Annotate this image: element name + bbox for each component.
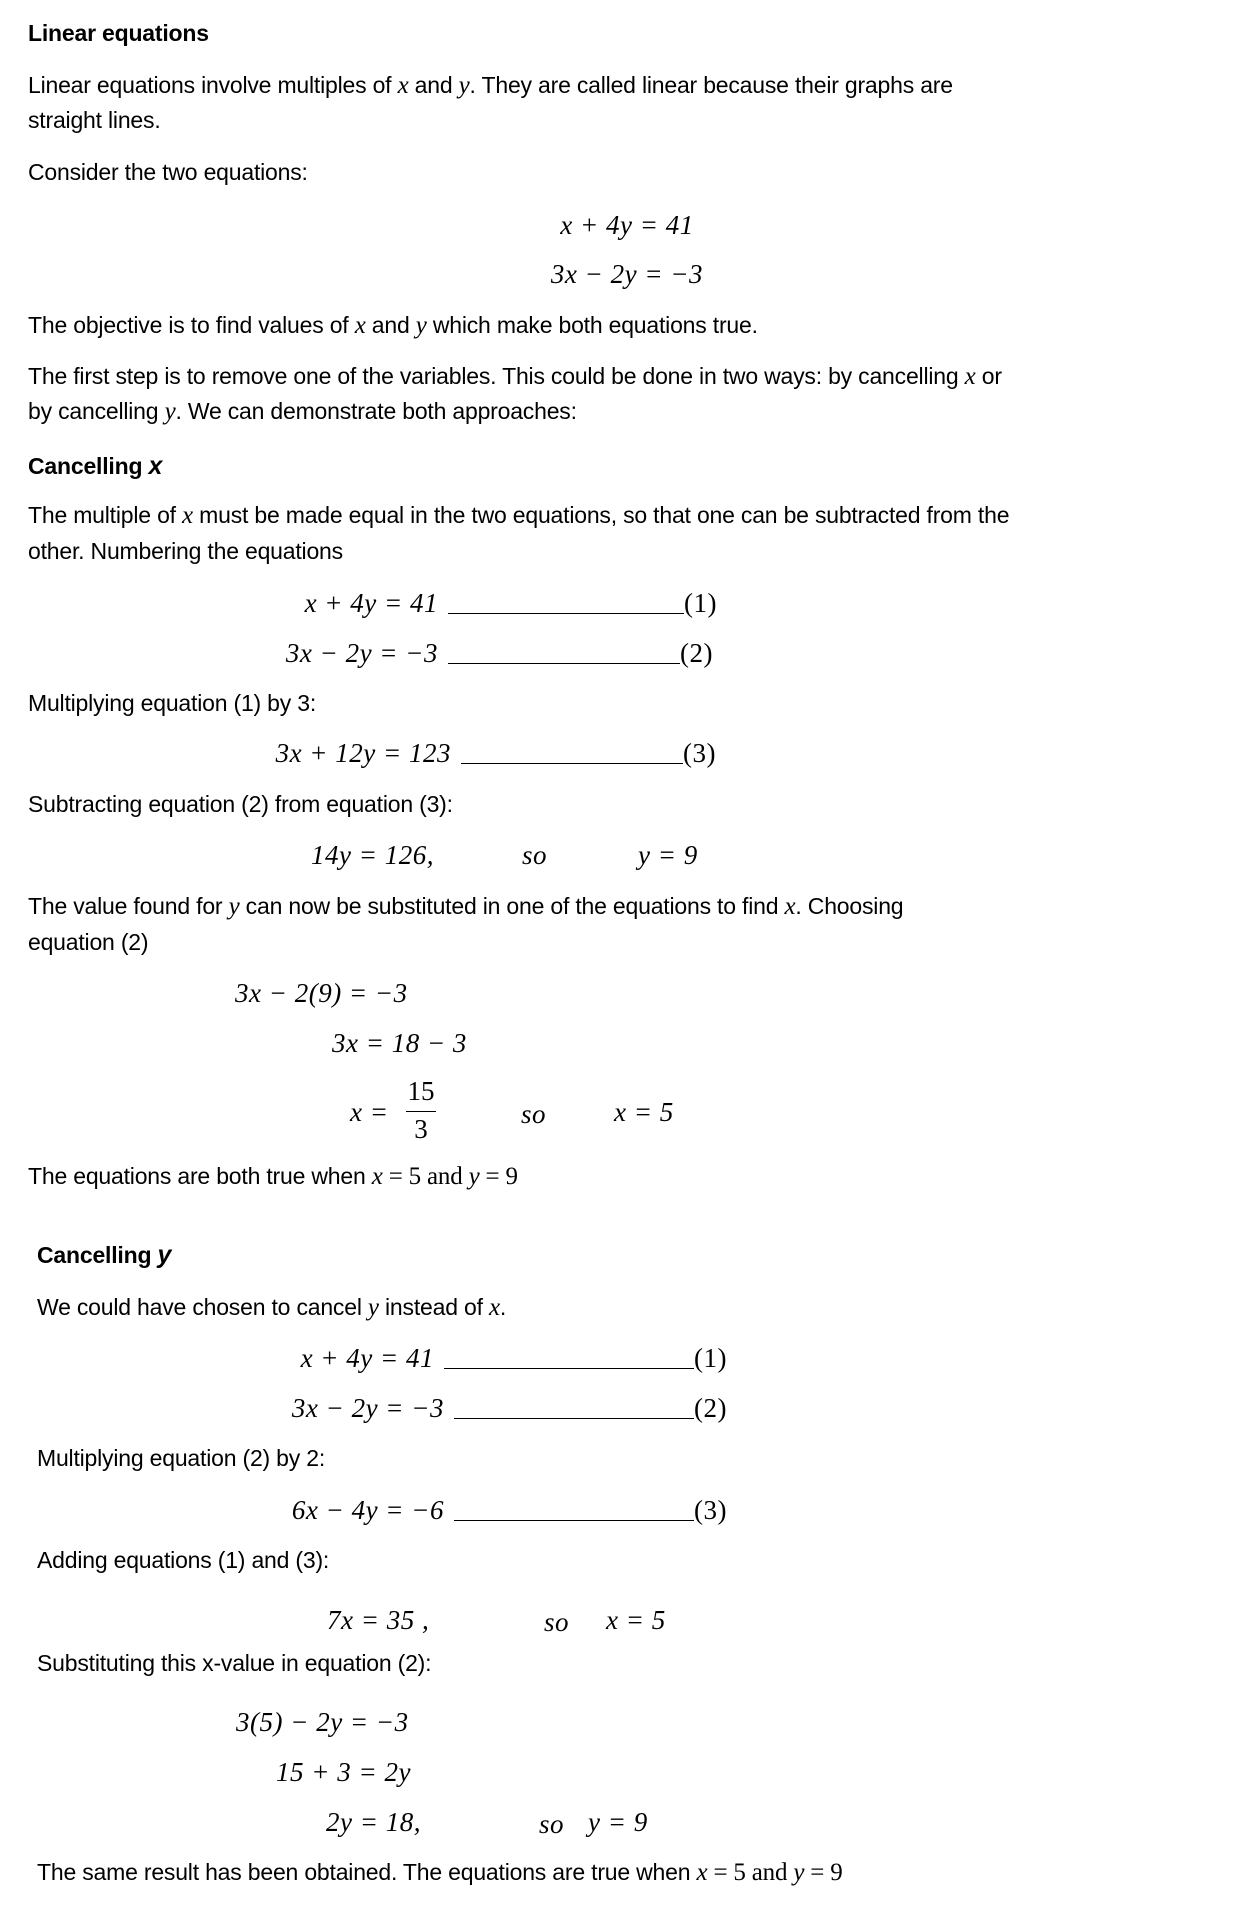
variable-x: x bbox=[182, 502, 193, 529]
equation-text: 3x − 2y = −3 bbox=[550, 259, 704, 289]
equation-text: 3x + 12y = 123 bbox=[275, 738, 451, 768]
variable-x: x bbox=[397, 72, 409, 99]
equation-text: x = bbox=[350, 1097, 389, 1127]
system-equation-2 bbox=[0, 257, 1244, 291]
consider-text bbox=[28, 157, 308, 187]
variable-x: x bbox=[488, 1294, 500, 1321]
text: straight lines. bbox=[28, 107, 161, 133]
variable-y: y bbox=[793, 1859, 805, 1886]
result-y-lhs bbox=[311, 838, 434, 872]
system-equation-1 bbox=[0, 208, 1244, 242]
text: The first step is to remove one of the variables. This could be done in two ways: by cancelling bbox=[28, 363, 965, 389]
text: Linear equations involve multiples of bbox=[28, 72, 398, 98]
text: can now be substituted in one of the equations to find bbox=[239, 893, 785, 919]
equation-label: (1) bbox=[694, 1343, 727, 1373]
text: The equations are both true when bbox=[28, 1163, 372, 1189]
equation-label: (2) bbox=[694, 1393, 727, 1423]
variable-x: x bbox=[354, 312, 366, 339]
text: instead of bbox=[378, 1294, 489, 1320]
variable-y: y bbox=[415, 312, 427, 339]
text: The multiple of bbox=[28, 502, 183, 528]
cancel-x-intro-line-1 bbox=[28, 500, 1009, 530]
equation-text: 15 + 3 = 2y bbox=[276, 1757, 411, 1787]
step-subtract bbox=[28, 789, 453, 819]
equation-text: 7x = 35 , bbox=[327, 1605, 430, 1635]
text: or bbox=[975, 363, 1002, 389]
text: Subtracting equation (2) from equation (3): bbox=[28, 791, 453, 817]
equation-text: 3x − 2y = −3 bbox=[291, 1393, 444, 1423]
working-line-3-so bbox=[539, 1807, 564, 1841]
equation-text: x + 4y = 41 bbox=[300, 1343, 434, 1373]
substitute-line-2 bbox=[28, 927, 148, 957]
working-line-3-rhs bbox=[588, 1805, 648, 1839]
variable-y: y bbox=[468, 1163, 480, 1190]
equation-text: 3x = 18 − 3 bbox=[332, 1028, 467, 1058]
result-x-lhs bbox=[327, 1603, 429, 1637]
cancel-y-intro bbox=[37, 1292, 506, 1322]
equation-text: x + 4y = 41 bbox=[560, 210, 694, 240]
text: We could have chosen to cancel bbox=[37, 1294, 368, 1320]
cancel-y-conclusion bbox=[37, 1857, 843, 1887]
equation-text: y = 9 bbox=[588, 1807, 648, 1837]
text: and bbox=[365, 312, 416, 338]
working-line-2 bbox=[276, 1755, 411, 1789]
first-step-line-2 bbox=[28, 396, 577, 426]
numbered-equation-2 bbox=[258, 636, 730, 670]
equation-label: (1) bbox=[684, 588, 717, 618]
section-heading-cancelling-y bbox=[37, 1240, 171, 1270]
working-line-3-lhs bbox=[326, 1805, 421, 1839]
text: other. Numbering the equations bbox=[28, 538, 343, 564]
result-y-so bbox=[522, 838, 547, 872]
working-line-1 bbox=[235, 976, 408, 1010]
text: . They are called linear because their graphs are bbox=[469, 72, 953, 98]
intro-line-2 bbox=[28, 105, 161, 135]
text: and bbox=[408, 72, 459, 98]
equation-leader-line bbox=[448, 613, 684, 614]
step-multiply-eq2 bbox=[37, 1443, 325, 1473]
intro-line-1 bbox=[28, 70, 953, 100]
working-line-1 bbox=[236, 1705, 409, 1739]
step-substitute bbox=[37, 1648, 431, 1678]
equation-leader-line bbox=[444, 1368, 694, 1369]
equation-text: 2y = 18, bbox=[326, 1807, 421, 1837]
first-step-line-1 bbox=[28, 361, 1002, 391]
variable-x: x bbox=[964, 363, 976, 390]
equation-text: x + 4y = 41 bbox=[304, 588, 438, 618]
text: equation (2) bbox=[28, 929, 149, 955]
variable-y: y bbox=[228, 893, 240, 920]
working-line-3-so bbox=[521, 1097, 546, 1131]
equation-text: 6x − 4y = −6 bbox=[291, 1495, 444, 1525]
working-line-3-rhs bbox=[614, 1095, 674, 1129]
so-text: so bbox=[544, 1607, 570, 1637]
result-x-rhs bbox=[606, 1603, 666, 1637]
variable-x: x bbox=[148, 452, 163, 480]
working-line-3-lhs bbox=[350, 1095, 388, 1129]
numbered-equation-2 bbox=[266, 1391, 746, 1425]
equation-text: x = 5 bbox=[606, 1605, 666, 1635]
cancel-x-conclusion bbox=[28, 1161, 518, 1191]
page-title-text: Linear equations bbox=[28, 20, 209, 46]
text: Substituting this x-value in equation (2): bbox=[37, 1650, 432, 1676]
text: . Choosing bbox=[795, 893, 904, 919]
heading-text: Cancelling bbox=[28, 453, 149, 479]
equation-text: y = 9 bbox=[638, 840, 698, 870]
heading-text: Cancelling bbox=[37, 1242, 158, 1268]
numbered-equation-3 bbox=[266, 1493, 746, 1527]
text: The same result has been obtained. The equations are true when bbox=[37, 1859, 697, 1885]
text: Multiplying equation (1) by 3: bbox=[28, 690, 317, 716]
text: Multiplying equation (2) by 2: bbox=[37, 1445, 326, 1471]
text: must be made equal in the two equations, so that one can be subtracted from the bbox=[192, 502, 1010, 528]
text: Consider the two equations: bbox=[28, 159, 308, 185]
so-text: so bbox=[521, 1099, 547, 1129]
text: . bbox=[499, 1294, 507, 1320]
numbered-equation-3 bbox=[245, 736, 735, 770]
equation-leader-line bbox=[454, 1418, 694, 1419]
so-text: so bbox=[522, 840, 548, 870]
objective-text bbox=[28, 310, 758, 340]
fraction-denominator: 3 bbox=[414, 1114, 428, 1144]
variable-x: x bbox=[784, 893, 796, 920]
equation-leader-line bbox=[461, 763, 683, 764]
text: which make both equations true. bbox=[426, 312, 758, 338]
variable-y: y bbox=[367, 1294, 379, 1321]
fraction-numerator: 15 bbox=[407, 1076, 435, 1106]
variable-x: x bbox=[371, 1163, 383, 1190]
fraction-bar bbox=[406, 1111, 436, 1112]
text: = 5 and bbox=[707, 1859, 794, 1886]
so-text: so bbox=[539, 1809, 565, 1839]
equation-text: 3x − 2(9) = −3 bbox=[235, 978, 408, 1008]
equation-label: (3) bbox=[694, 1495, 727, 1525]
text: = 9 bbox=[479, 1163, 518, 1190]
variable-y: y bbox=[164, 398, 176, 425]
variable-y: y bbox=[157, 1241, 172, 1269]
equation-leader-line bbox=[454, 1520, 694, 1521]
section-heading-cancelling-x bbox=[28, 451, 162, 481]
equation-text: 3(5) − 2y = −3 bbox=[236, 1707, 409, 1737]
text: by cancelling bbox=[28, 398, 165, 424]
equation-label: (2) bbox=[680, 638, 713, 668]
step-add bbox=[37, 1545, 329, 1575]
result-x-so bbox=[544, 1605, 569, 1639]
substitute-line-1 bbox=[28, 891, 903, 921]
text: The objective is to find values of bbox=[28, 312, 355, 338]
text: Adding equations (1) and (3): bbox=[37, 1547, 330, 1573]
result-y-rhs bbox=[638, 838, 698, 872]
equation-text: 14y = 126, bbox=[311, 840, 434, 870]
step-multiply-eq1 bbox=[28, 688, 316, 718]
text: = 9 bbox=[804, 1859, 843, 1886]
equation-leader-line bbox=[448, 663, 680, 664]
equation-label: (3) bbox=[683, 738, 716, 768]
equation-text: 3x − 2y = −3 bbox=[285, 638, 438, 668]
variable-y: y bbox=[458, 72, 470, 99]
equation-text: x = 5 bbox=[614, 1097, 674, 1127]
cancel-x-intro-line-2 bbox=[28, 536, 343, 566]
page-title bbox=[28, 18, 209, 48]
numbered-equation-1 bbox=[270, 586, 730, 620]
variable-x: x bbox=[696, 1859, 708, 1886]
text: = 5 and bbox=[382, 1163, 469, 1190]
working-line-2 bbox=[332, 1026, 467, 1060]
numbered-equation-1 bbox=[266, 1341, 746, 1375]
text: . We can demonstrate both approaches: bbox=[175, 398, 577, 424]
text: The value found for bbox=[28, 893, 229, 919]
